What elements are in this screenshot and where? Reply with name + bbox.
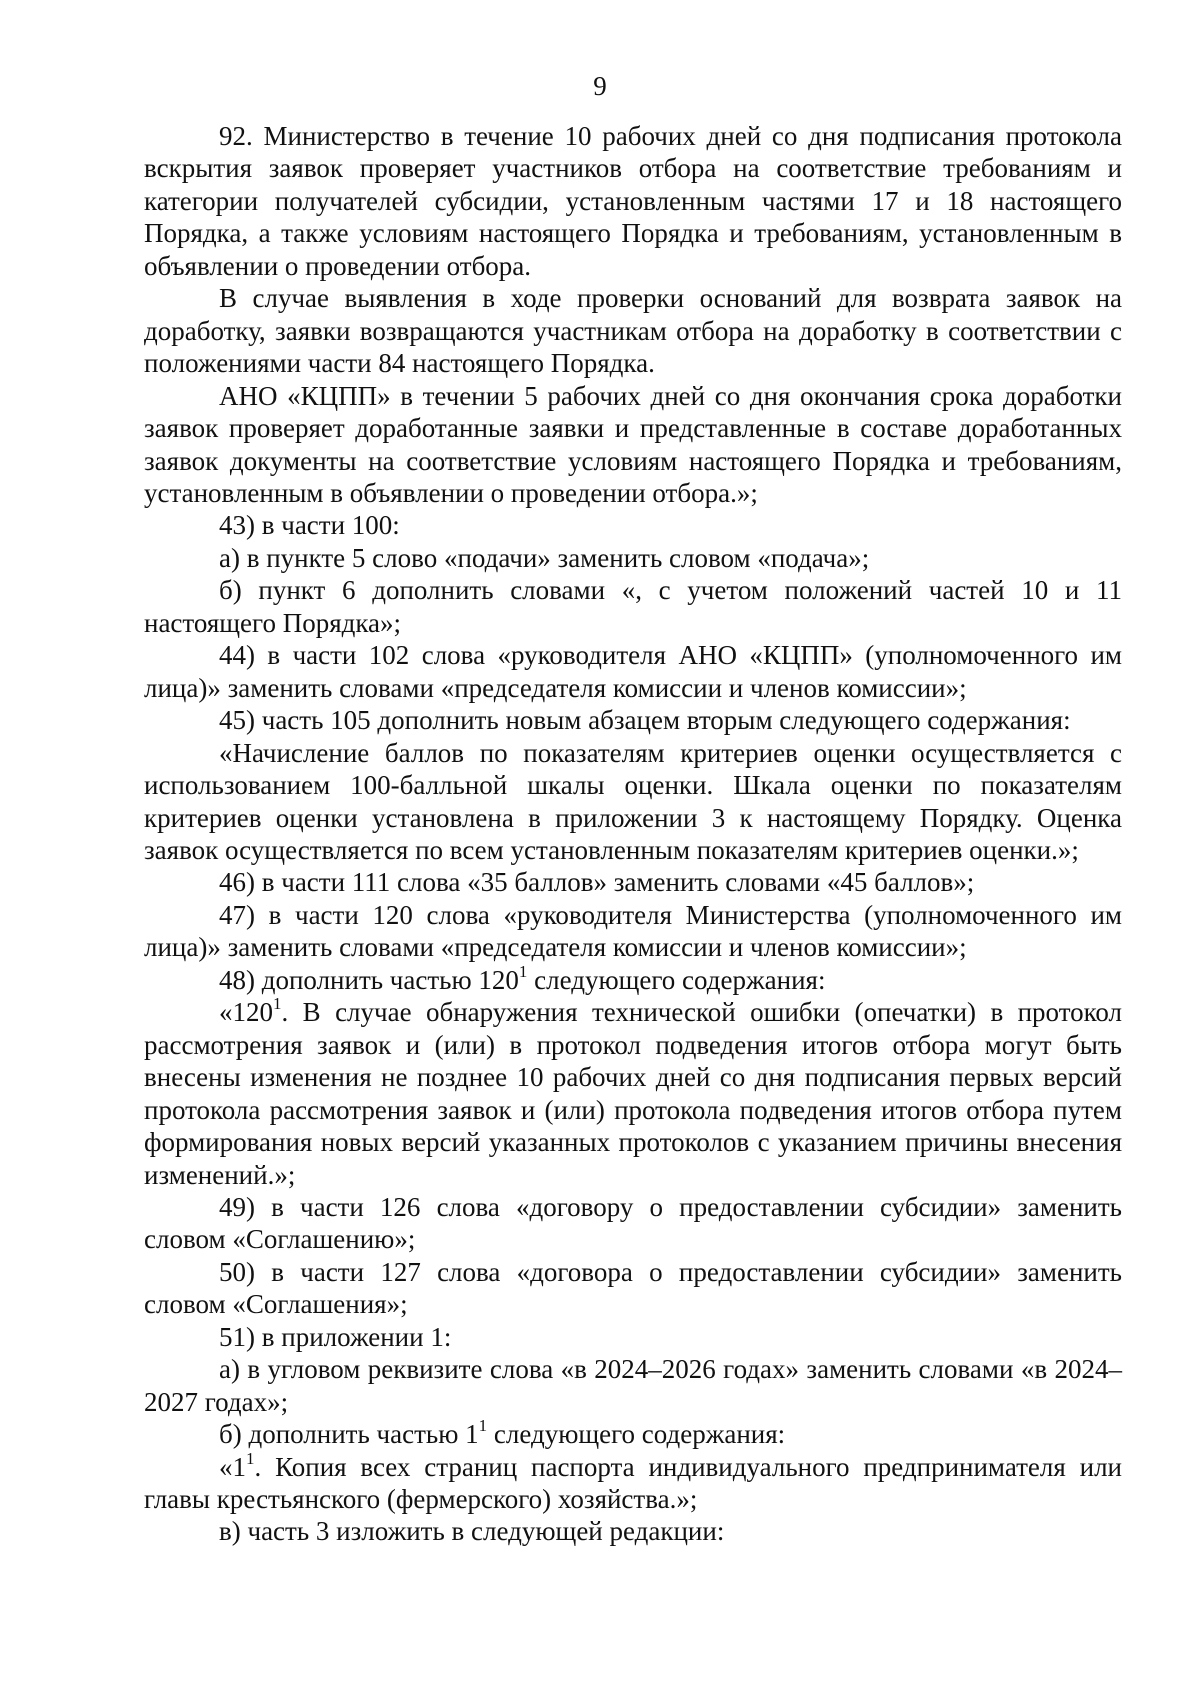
- paragraph-item-49: 49) в части 126 слова «договору о предоставлении субсидии» заменить словом «Соглашению»;: [144, 1191, 1122, 1255]
- superscript: 1: [246, 1448, 255, 1468]
- paragraph-item-51-a: а) в угловом реквизите слова «в 2024–2026 годах» заменить словами «в 2024–2027 годах»;: [144, 1354, 1122, 1417]
- paragraph-part-1-1-text: . Копия всех страниц паспорта индивидуального предпринимателя или главы крестьянского (фермерского) хозяйства.»;: [144, 1451, 1122, 1515]
- paragraph-item-43: 43) в части 100:: [219, 510, 400, 541]
- document-body: [144, 120, 1122, 1548]
- paragraph-item-48-text-end: следующего содержания:: [527, 964, 826, 995]
- paragraph-92: 92. Министерство в течение 10 рабочих дней со дня подписания протокола вскрытия заявок проверяет участников отбора на соответствие требованиям и категории получателей субсидии, установленным частями 17 и 18 настоящего Порядка, а также условиям настоящего Порядка и требованиям, установленным в объявлении о проведении отбора.: [144, 121, 1122, 281]
- paragraph-item-51-v: в) часть 3 изложить в следующей редакции:: [219, 1516, 725, 1547]
- superscript: 1: [273, 994, 282, 1014]
- paragraph-item-43-b: б) пункт 6 дополнить словами «, с учетом положений частей 10 и 11 настоящего Порядка»;: [144, 575, 1122, 638]
- paragraph-item-51-b: [144, 1418, 1122, 1450]
- paragraph-item-45: 45) часть 105 дополнить новым абзацем вторым следующего содержания:: [219, 705, 1071, 736]
- paragraph-part-1-1-quote: [144, 1448, 1122, 1516]
- paragraph-revision-return: В случае выявления в ходе проверки оснований для возврата заявок на доработку, заявки возвращаются участникам отбора на доработку в соответствии с положениями части 84 настоящего Порядка.: [144, 283, 1122, 379]
- paragraph-item-51: 51) в приложении 1:: [219, 1321, 452, 1352]
- paragraph-part-1-1-start: «1: [219, 1451, 246, 1482]
- paragraph-item-50: 50) в части 127 слова «договора о предоставлении субсидии» заменить словом «Соглашения»;: [144, 1256, 1122, 1320]
- paragraph-item-48: [144, 961, 1122, 996]
- paragraph-scoring-quote: «Начисление баллов по показателям критериев оценки осуществляется с использованием 100-балльной шкалы оценки. Шкала оценки по показателям критериев оценки установлена в приложении 3 к настоящему Порядку. Оценка заявок осуществляется по всем установленным показателям критериев оценки.»;: [144, 737, 1122, 865]
- paragraph-item-51-b-text: б) дополнить частью 1: [219, 1419, 479, 1450]
- paragraph-item-51-b-text-end: следующего содержания:: [487, 1419, 786, 1450]
- paragraph-part-120-1-quote: [144, 996, 1122, 1191]
- paragraph-item-46: 46) в части 111 слова «35 баллов» заменить словами «45 баллов»;: [219, 867, 975, 898]
- paragraph-part-120-1-start: «120: [219, 997, 273, 1028]
- paragraph-item-43-a: а) в пункте 5 слово «подачи» заменить словом «подача»;: [219, 542, 870, 573]
- paragraph-item-44: 44) в части 102 слова «руководителя АНО «КЦПП» (уполномоченного им лица)» заменить словами «председателя комиссии и членов комиссии»;: [144, 640, 1122, 703]
- superscript: 1: [518, 961, 528, 981]
- paragraph-part-120-1-text: . В случае обнаружения технической ошибки (опечатки) в протокол рассмотрения заявок и (или) в протокол подведения итогов отбора могут быть внесены изменения не позднее 10 рабочих дней со дня подписания первых версий протокола рассмотрения заявок и (или) протокола подведения итогов отбора путем формирования новых версий указанных протоколов с указанием причины внесения изменений.»;: [144, 997, 1122, 1190]
- paragraph-item-47: 47) в части 120 слова «руководителя Министерства (уполномоченного им лица)» заменить словами «председателя комиссии и членов комиссии»;: [144, 899, 1122, 963]
- paragraph-ano-check: АНО «КЦПП» в течении 5 рабочих дней со дня окончания срока доработки заявок проверяет доработанные заявки и представленные в составе доработанных заявок документы на соответствие условиям настоящего Порядка и требованиям, установленным в объявлении о проведении отбора.»;: [144, 380, 1122, 508]
- superscript: 1: [478, 1416, 488, 1436]
- paragraph-item-48-text: 48) дополнить частью 120: [219, 964, 519, 995]
- page-number: 9: [593, 71, 607, 101]
